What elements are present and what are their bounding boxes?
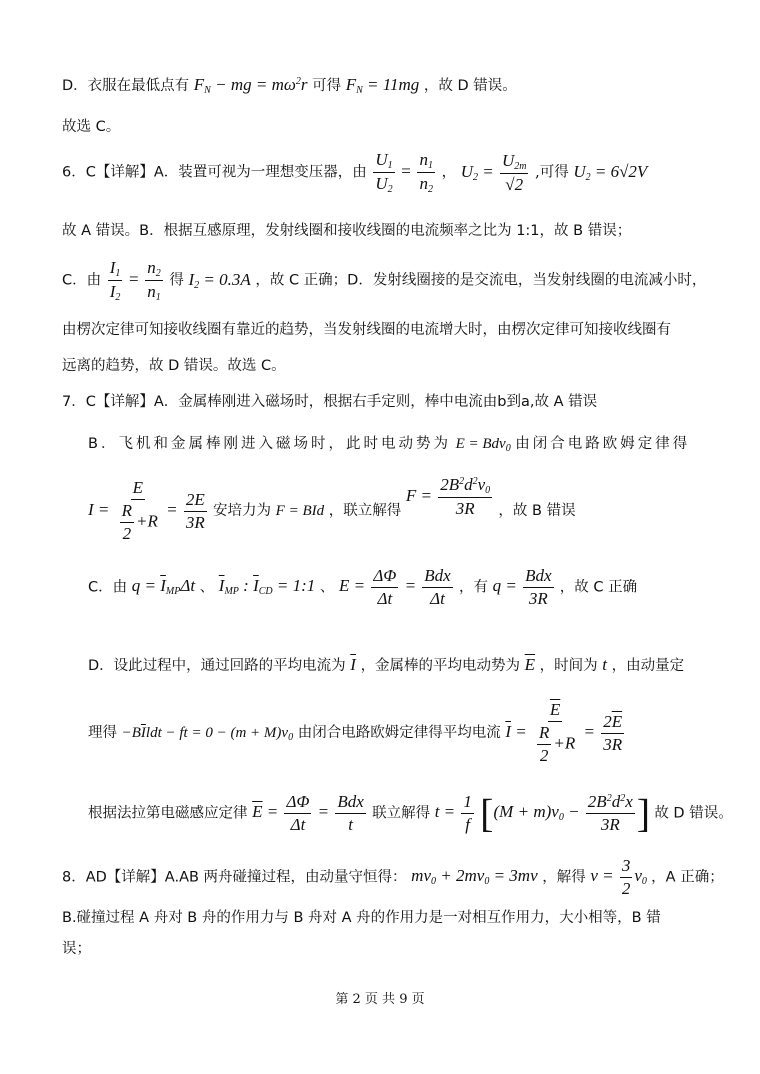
q6c-suffix: ，故 C 正确；D．发射线圈接的是交流电，当发射线圈的电流减小时， <box>255 272 707 289</box>
q7e-mid2: ，时间为 <box>539 658 598 674</box>
q6e-text: 远离的趋势，故 D 错误。故选 C。 <box>62 358 286 374</box>
q8c-text: 误； <box>62 941 91 957</box>
formula-q5d-1: $F_N$ − mg = $m\omega^2r$ <box>193 75 308 96</box>
formula-q6-result: $U_2 = 6√2V$ <box>573 161 648 183</box>
line-q8c <box>62 937 760 958</box>
q7e-prefix: D．设此过程中，通过回路的平均电流为 <box>88 658 346 674</box>
formula-q6-ratio-n: $\frac{n_1}{n_2}$ <box>419 150 433 195</box>
q7f-suffix: 由闭合电路欧姆定律得平均电流 <box>297 724 501 741</box>
q7g-prefix: 根据法拉第电磁感应定律 <box>88 805 248 822</box>
line-q6d <box>62 318 760 339</box>
q7b-prefix: B．飞机和金属棒刚进入磁场时，此时电动势为 <box>88 436 451 452</box>
q7c-mid2: ，联立解得 <box>328 502 402 519</box>
q7c-suffix: ，故 B 错误 <box>498 502 576 519</box>
line-q7e <box>88 654 760 675</box>
q7e-mid: ，金属棒的平均电动势为 <box>360 658 521 674</box>
line-q6c: C．由 $\frac{I_1}{I_2}$ = $\frac{n_2}{n_1}$ 得 $I_2 = 0.3A$ ，故 C 正确；D．发射线圈接的是交流电，当发射线圈的电流减小时， <box>62 258 707 303</box>
q5d-mid: 可得 <box>312 78 342 94</box>
line-q6: 6．C【详解】A．装置可视为一理想变压器，由 $\frac{U_1}{U_2}$ = $\frac{n_1}{n_2}$ ， $U_2$ = $\frac{U_{2m}}{√2}$ ,可得 $U_2 = 6√2V$ <box>62 150 648 195</box>
q7c-mid: 安培力为 <box>213 502 272 519</box>
formula-q7e-ibar: $\overline{I}$ <box>350 655 356 674</box>
formula-q6c-ratio-n: $\frac{n_2}{n_1}$ <box>147 258 161 303</box>
q5d-prefix: D．衣服在最低点有 <box>62 78 190 94</box>
line-q7c <box>88 475 760 544</box>
q8-prefix: 8．AD【详解】A.AB 两舟碰撞过程，由动量守恒得： <box>62 869 407 886</box>
q6-label: 6．C【详解】A．装置可视为一理想变压器，由 <box>62 164 367 181</box>
formula-q7f-ibar: $\overline{I}$ = $\overline{E}$ $\frac{R}{2}$ +R = $\frac{2\overline{E}}{3R}$ <box>505 700 623 765</box>
q7-text: 7．C【详解】A．金属棒刚进入磁场时，根据右手定则，棒中电流由b到a,故 A 错误 <box>62 394 598 410</box>
q7e-suffix: ，由动量定 <box>611 658 685 674</box>
formula-q6-ratio-u: $\frac{U_1}{U_2}$ <box>375 150 393 195</box>
q8-suffix: ，A 正确； <box>651 869 724 886</box>
line-q7f <box>88 700 760 766</box>
q7d-sep: 、 <box>199 579 215 596</box>
q7g-suffix: 故 D 错误。 <box>654 805 733 822</box>
formula-q7c-result: F = $\frac{2B^2d^2v_0}{3R}$ <box>405 475 491 518</box>
formula-q7e-ebar: $\overline{E}$ <box>524 655 536 674</box>
q6-mid: ,可得 <box>535 164 569 181</box>
q6c-mid: 得 <box>169 272 184 289</box>
page-footer: 第 2 页 共 9 页 <box>335 992 425 1007</box>
q6-sep: ， <box>441 164 457 181</box>
formula-q7d-ratio: $\overline{I}_{MP}$ : $\overline{I}_{CD}$ = 1:1 <box>218 576 316 598</box>
formula-q5d-2: $F_N = 11mg$ <box>345 75 420 96</box>
formula-q7d-q: $q = \overline{I}_{MP}\Delta t$ <box>131 576 196 598</box>
q7b-suffix: 由闭合电路欧姆定律得 <box>515 436 691 452</box>
formula-q7d-q2: q = $\frac{\text{Bdx}}{3R}$ <box>492 566 552 608</box>
line-q8b <box>62 906 760 927</box>
q7d-sep-b: 、 <box>319 579 335 596</box>
q7d-sep2: ，有 <box>458 579 488 596</box>
line-q7 <box>62 390 760 411</box>
formula-q6-u2: $U_2$ = $\frac{U_{2m}}{√2}$ <box>460 150 527 194</box>
q6b-text: 故 A 错误。B．根据互感原理，发射线圈和接收线圈的电流频率之比为 1:1，故 B 错误； <box>62 223 632 239</box>
formula-q6c-result: $I_2 = 0.3A$ <box>188 269 251 291</box>
q7d-prefix: C．由 <box>88 579 128 596</box>
q8b-text: B.碰撞过程 A 舟对 B 舟的作用力与 B 舟对 A 舟的作用力是一对相互作用力，大小相等，B 错 <box>62 910 661 926</box>
formula-q7b-e: E = Bdv$_0$ <box>455 436 511 454</box>
q7g-mid: 联立解得 <box>372 805 431 822</box>
line-q8 <box>62 856 760 899</box>
formula-q7e-t: t <box>602 655 608 674</box>
q6c-prefix: C．由 <box>62 272 102 289</box>
formula-q8-v: v = $\frac{3}{2}$ $v_0$ <box>590 856 647 898</box>
q8-mid: ，解得 <box>542 869 586 886</box>
formula-q6c-ratio-i: $\frac{I_1}{I_2}$ <box>109 258 121 303</box>
line-q6e <box>62 354 760 375</box>
formula-q7f-momentum: $-B\overline{I}ldt$ − ft = $0 - (m + M)v_0$ <box>121 724 294 743</box>
line-q7b <box>88 432 760 454</box>
formula-q8-momentum: $mv_0 + 2mv_0 = 3mv$ <box>411 866 538 888</box>
formula-q7g-t: t = $\frac{1}{f}$ [$(M + m)v_0$ − $\frac{2B^2d^2x}{3R}$ ] <box>434 791 651 836</box>
q6d-text: 由楞次定律可知接收线圈有靠近的趋势，当发射线圈的电流增大时，由楞次定律可知接收线圈有 <box>62 322 671 338</box>
formula-q7c-f: F = BId <box>275 502 325 519</box>
q5d-suffix: ，故 D 错误。 <box>423 78 517 94</box>
formula-q7g-ebar: $\overline{E}$ = $\frac{\Delta\Phi}{\Delta t}$ = $\frac{\text{Bdx}}{t}$ <box>252 792 364 834</box>
line-choose-c <box>62 115 760 136</box>
line-q6b <box>62 219 760 240</box>
line-q7d <box>88 566 760 609</box>
formula-q7c-i: I = E $\frac{R}{2}$ +R = $\frac{2E}{3R}$ <box>88 478 205 543</box>
choose-c-text: 故选 C。 <box>62 119 121 135</box>
q7d-suffix: ，故 C 正确 <box>559 579 638 596</box>
line-q7g <box>88 790 760 837</box>
line-q5d <box>62 74 760 96</box>
formula-q7d-e: E = $\frac{\Delta\Phi}{\Delta t}$ = $\frac{\text{Bdx}}{\Delta t}$ <box>339 566 451 608</box>
q7f-prefix: 理得 <box>88 724 117 741</box>
